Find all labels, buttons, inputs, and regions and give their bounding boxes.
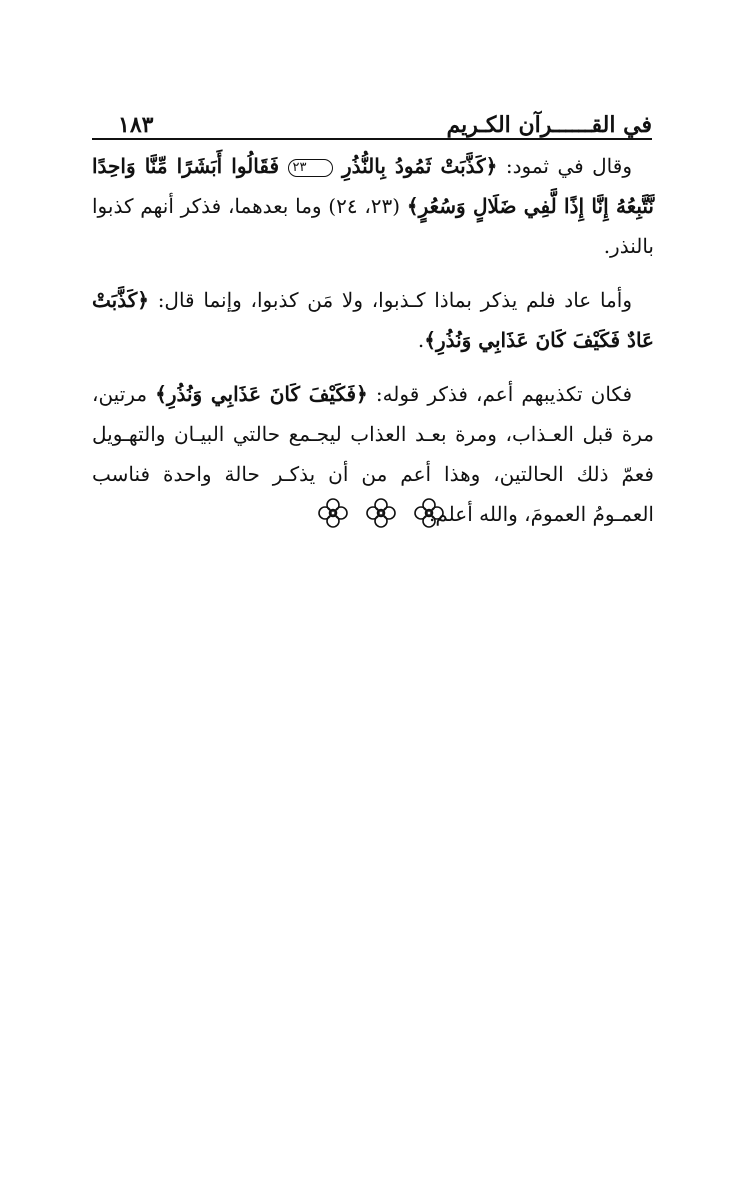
- body-text: [92, 146, 654, 548]
- page-number: ١٨٣: [118, 112, 154, 138]
- paragraph-intro: فكان تكذيبهم أعم، فذكر قوله:: [367, 382, 633, 406]
- quran-quote: فَقَالُوا أَبَشَرًا مِّنَّا وَاحِدًا نَّتَّبِعُهُ إِنَّا إِذًا لَّفِي ضَلَالٍ وَسُعُرٍ﴾: [92, 154, 654, 218]
- page-header: [92, 112, 652, 140]
- paragraph-aad: [92, 280, 654, 360]
- ayah-number: ٢٣: [288, 159, 334, 177]
- paragraph-rest: .: [417, 328, 425, 352]
- flower-ornament-icon: [364, 496, 398, 530]
- section-end-ornaments: [316, 496, 446, 530]
- quran-quote: ﴿فَكَيْفَ كَانَ عَذَابِي وَنُذُرِ﴾: [155, 382, 368, 406]
- paragraph-rest: مرتين، مرة قبل العـذاب، ومرة بعـد العذاب ليجـمع حالتي البيـان والتهـويل فعمّ ذلك الحالتين، وهذا أعم من أن يذكـر حالة واحدة فناسب العمـومُ العمومَ، والله أعلم.: [92, 382, 654, 526]
- header-rule: [92, 138, 652, 140]
- paragraph-intro: وقال في ثمود:: [497, 154, 632, 178]
- flower-ornament-icon: [412, 496, 446, 530]
- running-title: في القــــــرآن الكـريم: [446, 112, 652, 138]
- quran-quote: ﴿كَذَّبَتْ ثَمُودُ بِالنُّذُرِ: [341, 154, 498, 178]
- paragraph-intro: وأما عاد فلم يذكر بماذا كـذبوا، ولا مَن كذبوا، وإنما قال:: [148, 288, 632, 312]
- paragraph-rest: (٢٣، ٢٤) وما بعدهما، فذكر أنهم كذبوا بالنذر.: [92, 194, 654, 258]
- flower-ornament-icon: [316, 496, 350, 530]
- quran-quote: ﴿كَذَّبَتْ عَادٌ فَكَيْفَ كَانَ عَذَابِي وَنُذُرِ﴾: [92, 288, 654, 352]
- paragraph-thamud: [92, 146, 654, 266]
